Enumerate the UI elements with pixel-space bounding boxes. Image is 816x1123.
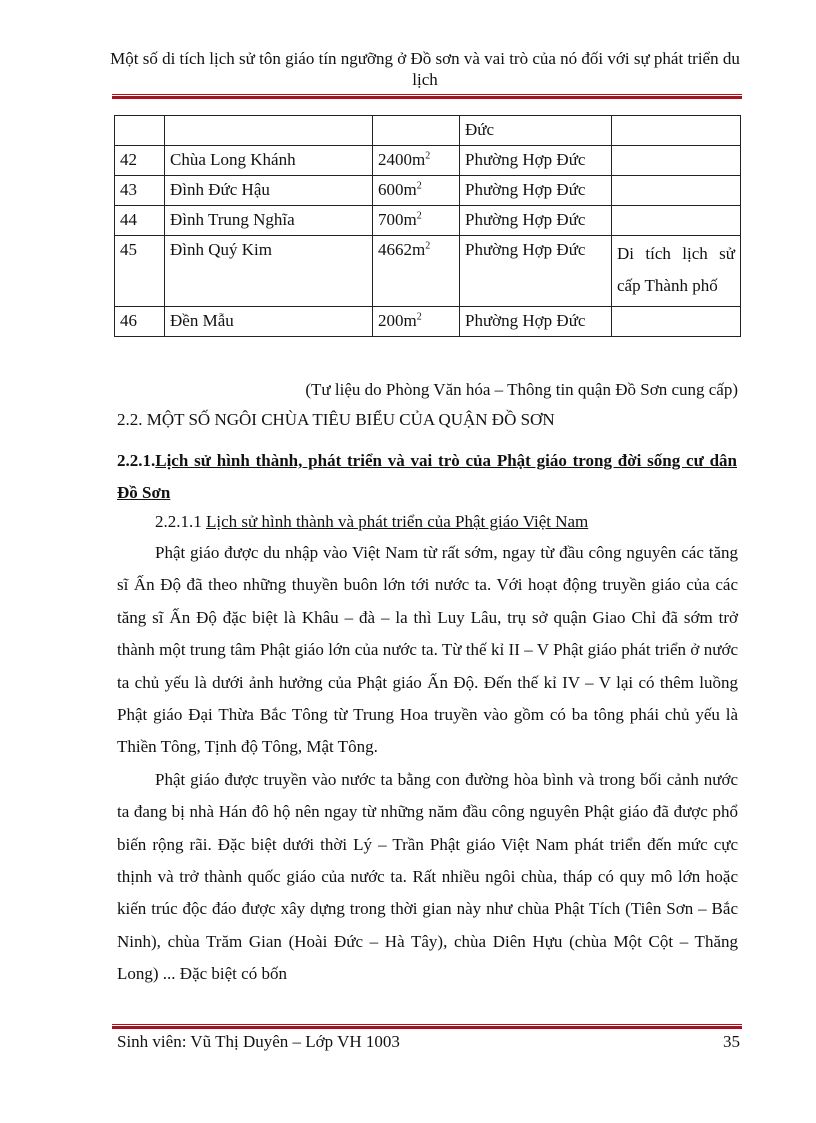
site-name-cell-text: Đình Đức Hậu <box>170 180 270 199</box>
area-cell <box>373 206 460 236</box>
site-name-cell <box>165 307 373 337</box>
site-name-cell <box>165 116 373 146</box>
note-cell <box>612 146 741 176</box>
note-cell <box>612 116 741 146</box>
site-name-cell <box>165 146 373 176</box>
site-name-cell <box>165 176 373 206</box>
subsubsection-number: 2.2.1.1 <box>155 512 202 531</box>
site-name-cell-text: Chùa Long Khánh <box>170 150 296 169</box>
area-cell-text: 200m <box>378 311 417 330</box>
table-row <box>115 236 741 307</box>
table-row <box>115 146 741 176</box>
paragraph: Phật giáo được du nhập vào Việt Nam từ rất sớm, ngay từ đầu công nguyên các tăng sĩ Ấn Độ đã theo những thuyền buôn lớn tới nước ta. Với hoạt động truyền giáo của các tăng sĩ Ấn Độ đặc biệt là Khâu – đà – la thì Luy Lâu, trụ sở quận Giao Chỉ đã sớm trở thành một trung tâm Phật giáo lớn của nước ta. Từ thế kỉ II – V Phật giáo phát triển ở nước ta chủ yếu là dưới ảnh hưởng của Phật giáo Ấn Độ. Đến thế kỉ IV – V lại có thêm luồng Phật giáo Đại Thừa Bắc Tông từ Trung Hoa truyền vào gồm có ba tông phái chủ yếu là Thiền Tông, Tịnh độ Tông, Mật Tông. <box>117 543 738 757</box>
area-cell-text: 4662m <box>378 240 426 259</box>
area-cell <box>373 116 460 146</box>
site-name-cell-text: Đình Quý Kim <box>170 240 272 259</box>
page-number: 35 <box>723 1032 740 1051</box>
location-cell-text: Phường Hợp Đức <box>465 311 586 330</box>
location-cell <box>460 146 612 176</box>
row-number-cell <box>115 307 165 337</box>
site-name-cell <box>165 236 373 307</box>
paragraph: Phật giáo được truyền vào nước ta bằng con đường hòa bình và trong bối cảnh nước ta đang bị nhà Hán đô hộ nên ngay từ những năm đầu công nguyên Phật giáo đã được phổ biến rộng rãi. Đặc biệt dưới thời Lý – Trần Phật giáo Việt Nam phát triển đến mức cực thịnh và trở thành quốc giáo của nước ta. Rất nhiều ngôi chùa, tháp có quy mô lớn hoặc kiến trúc độc đáo được xây dựng trong thời gian này như chùa Phật Tích (Tiên Sơn – Bắc Ninh), chùa Trăm Gian (Hoài Đức – Hà Tây), chùa Diên Hựu (chùa Một Cột – Thăng Long) ... Đặc biệt có bốn <box>117 769 738 984</box>
area-unit-superscript: 2 <box>425 240 431 252</box>
area-cell <box>373 176 460 206</box>
row-number-cell-text: 46 <box>120 311 137 330</box>
note-cell <box>612 176 741 206</box>
section-heading: 2.2. MỘT SỐ NGÔI CHÙA TIÊU BIỂU CỦA QUẬN ĐỒ SƠN <box>117 410 555 429</box>
site-name-cell-text: Đình Trung Nghĩa <box>170 210 295 229</box>
note-cell <box>612 307 741 337</box>
area-unit-superscript: 2 <box>416 210 422 222</box>
table-row <box>115 176 741 206</box>
location-cell-text: Phường Hợp Đức <box>465 240 586 259</box>
location-cell-text: Phường Hợp Đức <box>465 180 586 199</box>
header-divider <box>112 94 742 99</box>
site-name-cell-text: Đền Mẫu <box>170 311 234 330</box>
row-number-cell-text: 44 <box>120 210 137 229</box>
note-cell-text: Di tích lịch sử cấp Thành phố <box>617 244 735 295</box>
table-row <box>115 206 741 236</box>
area-unit-superscript: 2 <box>416 311 422 323</box>
area-unit-superscript: 2 <box>425 150 431 162</box>
subsection-heading <box>117 445 737 509</box>
subsection-title: Lịch sử hình thành, phát triển và vai trò của Phật giáo trong đời sống cư dân Đồ Sơn <box>117 451 737 502</box>
row-number-cell-text: 45 <box>120 240 137 259</box>
row-number-cell <box>115 236 165 307</box>
row-number-cell <box>115 116 165 146</box>
table-row <box>115 116 741 146</box>
subsubsection-heading <box>155 511 588 533</box>
note-cell <box>612 236 741 307</box>
row-number-cell <box>115 206 165 236</box>
row-number-cell-text: 43 <box>120 180 137 199</box>
area-cell <box>373 146 460 176</box>
row-number-cell <box>115 176 165 206</box>
page-header-title: Một số di tích lịch sử tôn giáo tín ngưỡng ở Đồ sơn và vai trò của nó đối với sự phát triển du lịch <box>110 49 740 89</box>
location-cell <box>460 176 612 206</box>
row-number-cell-text: 42 <box>120 150 137 169</box>
heritage-sites-table <box>114 115 741 337</box>
row-number-cell <box>115 146 165 176</box>
note-cell <box>612 206 741 236</box>
area-unit-superscript: 2 <box>416 180 422 192</box>
area-cell-text: 2400m <box>378 150 426 169</box>
area-cell-text: 600m <box>378 180 417 199</box>
footer-student-info: Sinh viên: Vũ Thị Duyên – Lớp VH 1003 <box>117 1032 400 1051</box>
subsection-number: 2.2.1. <box>117 451 156 470</box>
location-cell-text: Phường Hợp Đức <box>465 150 586 169</box>
location-cell-text: Đức <box>465 120 495 139</box>
site-name-cell <box>165 206 373 236</box>
table-source-note: (Tư liệu do Phòng Văn hóa – Thông tin quận Đồ Sơn cung cấp) <box>305 380 738 399</box>
body-text <box>117 537 738 991</box>
area-cell-text: 700m <box>378 210 417 229</box>
table-row <box>115 307 741 337</box>
location-cell <box>460 116 612 146</box>
location-cell <box>460 206 612 236</box>
location-cell <box>460 236 612 307</box>
location-cell <box>460 307 612 337</box>
subsubsection-title: Lịch sử hình thành và phát triển của Phật giáo Việt Nam <box>206 512 589 531</box>
location-cell-text: Phường Hợp Đức <box>465 210 586 229</box>
area-cell <box>373 236 460 307</box>
footer-divider <box>112 1024 742 1029</box>
area-cell <box>373 307 460 337</box>
